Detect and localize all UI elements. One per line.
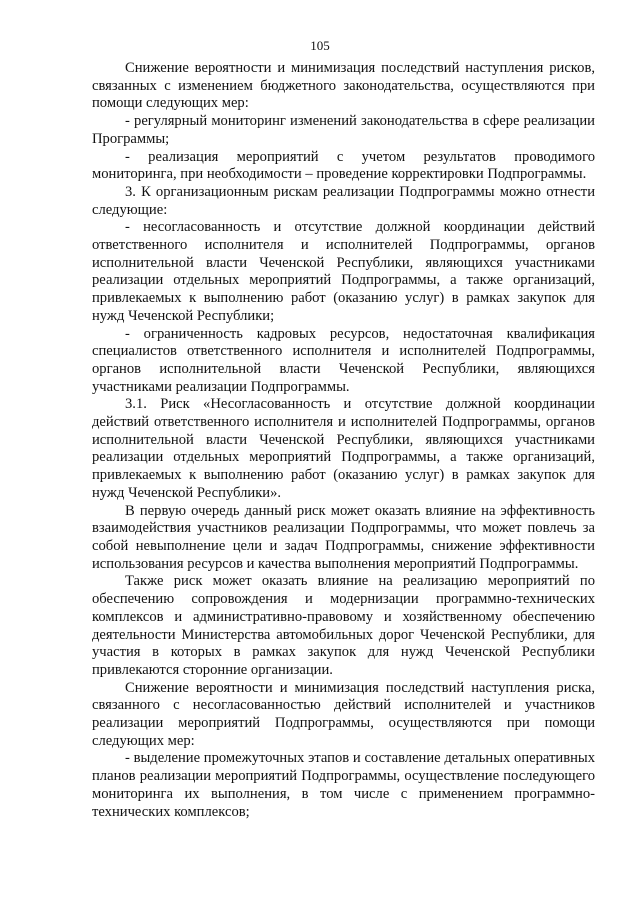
list-item-stages: - выделение промежуточных этапов и составление детальных оперативных планов реализации мероприятий Подпрограммы, осуществление последующего мониторинга их выполнения, в том числе с применением программно-технических комплексов;: [92, 750, 595, 820]
paragraph-risk-mitigation-coordination: Снижение вероятности и минимизация последствий наступления риска, связанного с несогласованностью действий исполнителей и участников реализации мероприятий Подпрограммы, осуществляются при помощи следующих мер:: [92, 679, 595, 749]
list-item-implementation: - реализация мероприятий с учетом результатов проводимого мониторинга, при необходимости – проведение корректировки Подпрограммы.: [92, 148, 595, 183]
page-number: 105: [310, 38, 330, 53]
list-item-limited-staff: - ограниченность кадровых ресурсов, недостаточная квалификация специалистов ответственного исполнителя и исполнителей Подпрограммы, органов исполнительной власти Чеченской Республики, являющихся участниками реализации Подпрограммы.: [92, 325, 595, 395]
document-body: [92, 60, 595, 821]
paragraph-risk-3-1: 3.1. Риск «Несогласованность и отсутствие должной координации действий ответственного исполнителя и исполнителей Подпрограммы, органов исполнительной власти Чеченской Республики, являющихся участниками реализации отдельных мероприятий Подпрограммы, а также организаций, привлекаемых к выполнению работ (оказанию услуг) в рамках закупок для нужд Чеченской Республики».: [92, 396, 595, 501]
paragraph-organizational-risks: 3. К организационным рискам реализации Подпрограммы можно отнести следующие:: [92, 183, 595, 218]
paragraph-also-risk: Также риск может оказать влияние на реализацию мероприятий по обеспечению сопровождения и модернизации программно-технических комплексов и административно-правовому и хозяйственному обеспечению деятельности Министерства автомобильных дорог Чеченской Республики, для участия в которых в рамках закупок для нужд Чеченской Республики привлекаются сторонние организации.: [92, 573, 595, 678]
paragraph-risk-mitigation-budget: Снижение вероятности и минимизация последствий наступления рисков, связанных с изменением бюджетного законодательства, осуществляются при помощи следующих мер:: [92, 60, 595, 112]
list-item-monitoring: - регулярный мониторинг изменений законодательства в сфере реализации Программы;: [92, 113, 595, 147]
list-item-inconsistency: - несогласованность и отсутствие должной координации действий ответственного исполнителя и исполнителей Подпрограммы, органов исполнительной власти Чеченской Республики, являющихся участниками реализации отдельных мероприятий Подпрограммы, а также организаций, привлекаемых к выполнению работ (оказанию услуг) в рамках закупок для нужд Чеченской Республики;: [92, 219, 595, 324]
paragraph-first-priority: В первую очередь данный риск может оказать влияние на эффективность взаимодействия участников реализации Подпрограммы, что может повлечь за собой невыполнение цели и задач Подпрограммы, снижение эффективности использования ресурсов и качества выполнения мероприятий Подпрограммы.: [92, 502, 595, 572]
